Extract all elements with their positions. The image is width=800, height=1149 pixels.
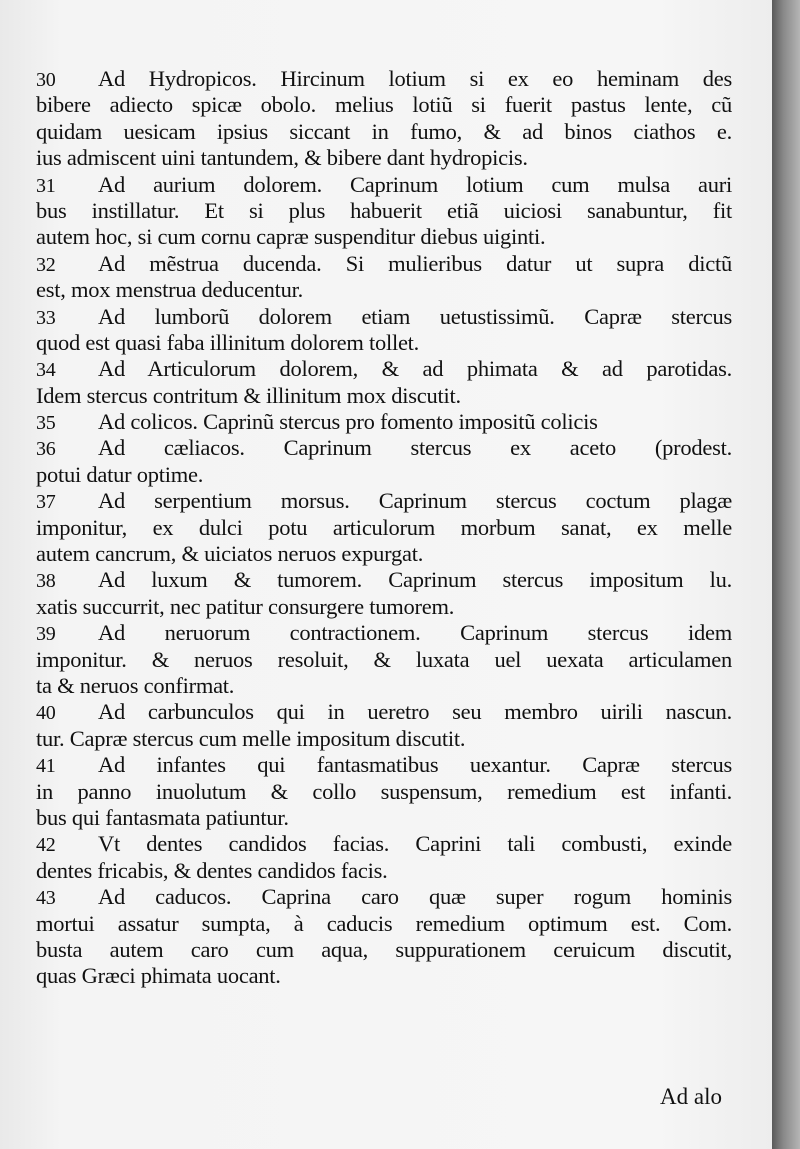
line-text: mortui assatur sumpta, à caducis remedium optimum est. Com. <box>36 910 732 936</box>
line-text: Ad neruorum contractionem. Caprinum stercus idem <box>98 620 732 646</box>
entry-number: 35 <box>36 412 56 435</box>
text-line <box>36 884 732 910</box>
line-text: Ad serpentium morsus. Caprinum stercus coctum plagæ <box>98 488 732 514</box>
entry-number: 38 <box>36 570 56 593</box>
line-text: Ad luxum & tumorem. Caprinum stercus impositum lu. <box>98 567 732 593</box>
page-edge-shadow <box>772 0 800 1149</box>
text-line <box>36 145 732 171</box>
entry-number: 32 <box>36 253 56 276</box>
text-line <box>36 858 732 884</box>
line-text: Ad mẽstrua ducenda. Si mulieribus datur ut supra dictũ <box>98 250 732 276</box>
catchword: Ad alo <box>660 1084 722 1109</box>
text-line <box>36 567 732 593</box>
text-line <box>36 172 732 198</box>
text-line <box>36 779 732 805</box>
entry-number: 43 <box>36 887 56 910</box>
line-text: in panno inuolutum & collo suspensum, remedium est infanti. <box>36 778 732 804</box>
text-line <box>36 304 732 330</box>
line-text: dentes fricabis, & dentes candidos facis. <box>36 857 388 883</box>
line-text: Ad caducos. Caprina caro quæ super rogum hominis <box>98 884 732 910</box>
entry-number: 39 <box>36 623 56 646</box>
line-text: Vt dentes candidos facias. Caprini tali combusti, exinde <box>98 831 732 857</box>
text-line <box>36 963 732 989</box>
line-text: Ad lumborũ dolorem etiam uetustissimũ. Capræ stercus <box>98 303 732 329</box>
text-line <box>36 330 732 356</box>
entry-32 <box>36 251 732 304</box>
line-text: autem cancrum, & uiciatos neruos expurgat. <box>36 541 424 567</box>
entry-number: 33 <box>36 306 56 329</box>
line-text: imponitur. & neruos resoluit, & luxata uel uexata articulamen <box>36 646 732 672</box>
text-line <box>36 488 732 514</box>
entry-40 <box>36 699 732 752</box>
text-line <box>36 594 732 620</box>
line-text: bibere adiecto spicæ obolo. melius lotiũ si fuerit pastus lente, cũ <box>36 92 732 118</box>
text-line <box>36 699 732 725</box>
line-text: Ad aurium dolorem. Caprinum lotium cum mulsa auri <box>98 171 732 197</box>
entry-36 <box>36 435 732 488</box>
entry-number: 41 <box>36 755 56 778</box>
line-text: Ad carbunculos qui in ueretro seu membro uirili nascun. <box>98 699 732 725</box>
text-line <box>36 198 732 224</box>
line-text: xatis succurrit, nec patitur consurgere tumorem. <box>36 593 455 619</box>
entry-number: 34 <box>36 359 56 382</box>
entry-number: 36 <box>36 438 56 461</box>
entry-35 <box>36 409 732 435</box>
text-line <box>36 937 732 963</box>
entry-33 <box>36 304 732 357</box>
text-line <box>36 726 732 752</box>
line-text: Ad Articulorum dolorem, & ad phimata & ad parotidas. <box>98 356 732 382</box>
line-text: potui datur optime. <box>36 461 204 487</box>
text-block <box>36 66 732 990</box>
line-text: Ad colicos. Caprinũ stercus pro fomento impositũ colicis <box>98 409 598 435</box>
text-line <box>36 224 732 250</box>
entry-37 <box>36 488 732 567</box>
text-line <box>36 409 732 435</box>
line-text: quod est quasi faba illinitum dolorem tollet. <box>36 329 420 355</box>
text-line <box>36 515 732 541</box>
line-text: Idem stercus contritum & illinitum mox discutit. <box>36 382 461 408</box>
text-line <box>36 435 732 461</box>
text-line <box>36 92 732 118</box>
text-line <box>36 66 732 92</box>
entry-39 <box>36 620 732 699</box>
text-line <box>36 805 732 831</box>
text-line <box>36 541 732 567</box>
entry-number: 30 <box>36 69 56 91</box>
line-text: busta autem caro cum aqua, suppurationem ceruicum discutit, <box>36 936 732 962</box>
line-text: quidam uesicam ipsius siccant in fumo, & ad binos ciathos e. <box>36 118 732 144</box>
entry-30 <box>36 66 732 172</box>
text-line <box>36 620 732 646</box>
line-text: quas Græci phimata uocant. <box>36 963 281 989</box>
line-text: est, mox menstrua deducentur. <box>36 277 304 303</box>
entry-34 <box>36 356 732 409</box>
line-text: Ad infantes qui fantasmatibus uexantur. Capræ stercus <box>98 752 732 778</box>
text-line <box>36 911 732 937</box>
entry-41 <box>36 752 732 831</box>
text-line <box>36 673 732 699</box>
line-text: Ad Hydropicos. Hircinum lotium si ex eo heminam des <box>98 66 732 91</box>
text-line <box>36 356 732 382</box>
line-text: bus qui fantasmata patiuntur. <box>36 804 289 830</box>
line-text: ius admiscent uini tantundem, & bibere dant hydropicis. <box>36 145 528 171</box>
line-text: tur. Capræ stercus cum melle impositum discutit. <box>36 725 466 751</box>
entry-42 <box>36 831 732 884</box>
line-text: Ad cæliacos. Caprinum stercus ex aceto (prodest. <box>98 435 732 461</box>
line-text: bus instillatur. Et si plus habuerit etiã uiciosi sanabuntur, fit <box>36 197 732 223</box>
line-text: imponitur, ex dulci potu articulorum morbum sanat, ex melle <box>36 514 732 540</box>
entry-number: 31 <box>36 174 56 197</box>
text-line <box>36 251 732 277</box>
entry-number: 42 <box>36 834 56 857</box>
text-line <box>36 647 732 673</box>
text-line <box>36 462 732 488</box>
entry-43 <box>36 884 732 990</box>
text-line <box>36 752 732 778</box>
entry-31 <box>36 172 732 251</box>
entry-38 <box>36 567 732 620</box>
text-line <box>36 119 732 145</box>
text-line <box>36 383 732 409</box>
entry-number: 37 <box>36 491 56 514</box>
text-line <box>36 831 732 857</box>
text-line <box>36 277 732 303</box>
line-text: ta & neruos confirmat. <box>36 672 235 698</box>
line-text: autem hoc, si cum cornu capræ suspenditur diebus uiginti. <box>36 224 546 250</box>
entry-number: 40 <box>36 702 56 725</box>
